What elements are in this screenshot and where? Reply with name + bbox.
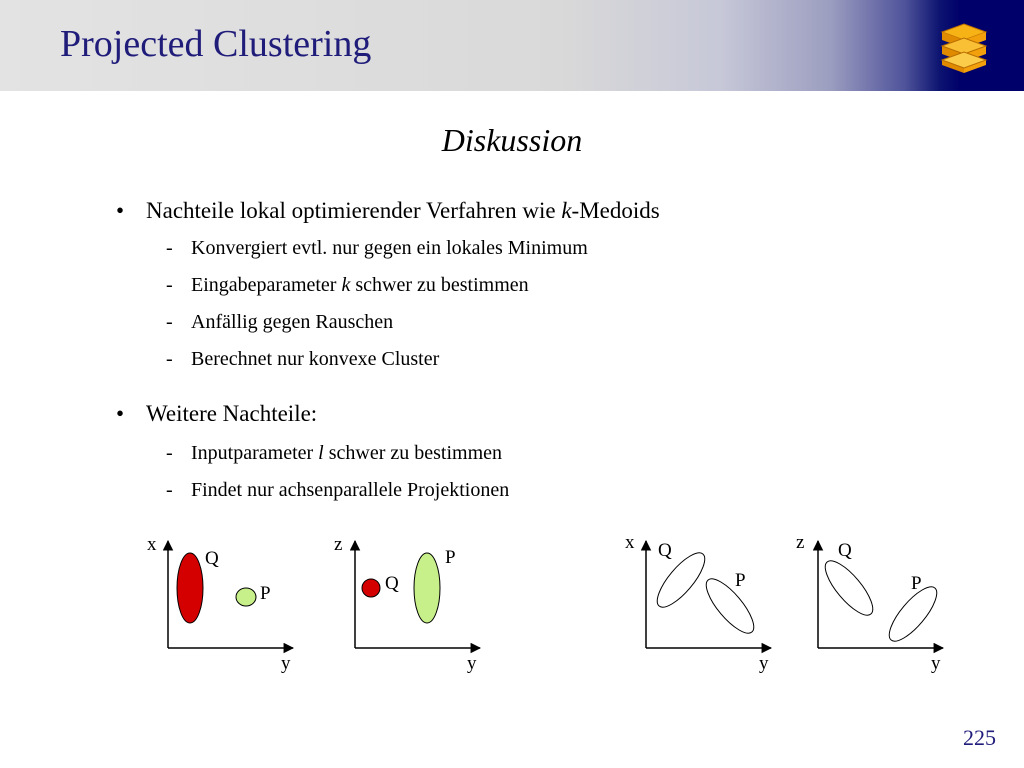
bullet-symbol: • [116, 401, 125, 426]
sub-bullet-symbol: - [166, 442, 173, 464]
cluster-p [699, 572, 761, 640]
sub-bullet-item [166, 311, 393, 334]
sub-bullet-item [166, 274, 529, 297]
cluster-label-p: P [735, 570, 746, 591]
sub-bullet-emphasis: l [318, 442, 324, 464]
cluster-p [236, 588, 256, 606]
bullet-text: Nachteile lokal optimierender Verfahren wie [146, 198, 562, 223]
bullet-symbol: • [116, 198, 125, 223]
cluster-q [177, 553, 203, 623]
sub-bullet-item [166, 479, 509, 502]
slide-subtitle: Diskussion [441, 122, 583, 158]
page-number: 225 [963, 725, 996, 750]
horizontal-axis-label: y [931, 653, 941, 674]
sub-bullet-text: Findet nur achsenparallele Projektionen [191, 479, 510, 501]
cluster-label-q: Q [838, 540, 852, 561]
projection-diagram-zy-axis-parallel [334, 534, 480, 674]
projection-diagram-xy-axis-parallel [147, 534, 293, 674]
cluster-label-p: P [911, 573, 922, 594]
projection-diagram-zy-arbitrary [796, 532, 944, 674]
cluster-label-p: P [260, 583, 271, 604]
bullet-text: -Medoids [571, 198, 660, 223]
slide-title: Projected Clustering [60, 23, 372, 65]
slide-header [0, 0, 1024, 91]
sub-bullet-symbol: - [166, 348, 173, 370]
cluster-label-q: Q [385, 573, 399, 594]
sub-bullet-text: Anfällig gegen Rauschen [191, 311, 394, 333]
cluster-p [414, 553, 440, 623]
bullet-item [116, 401, 317, 427]
sub-bullet-text: Konvergiert evtl. nur gegen ein lokales Minimum [191, 237, 588, 259]
sub-bullet-item [166, 442, 502, 465]
vertical-axis-label: z [796, 532, 805, 553]
sub-bullet-symbol: - [166, 479, 173, 501]
sub-bullet-text: Berechnet nur konvexe Cluster [191, 348, 440, 370]
sub-bullet-text: schwer zu bestimmen [350, 274, 529, 296]
projection-diagrams [0, 520, 1024, 700]
horizontal-axis-label: y [467, 653, 477, 674]
sub-bullet-item [166, 237, 588, 260]
sub-bullet-emphasis: k [341, 274, 351, 296]
cluster-label-q: Q [205, 548, 219, 569]
bullet-text: Weitere Nachteile: [146, 401, 318, 426]
sub-bullet-symbol: - [166, 311, 173, 333]
horizontal-axis-label: y [759, 653, 769, 674]
sub-bullet-item [166, 348, 439, 371]
bullet-emphasis: k [561, 198, 572, 223]
cluster-label-p: P [445, 547, 456, 568]
horizontal-axis-label: y [281, 653, 291, 674]
vertical-axis-label: x [625, 532, 635, 553]
sub-bullet-text: Eingabeparameter [191, 274, 342, 296]
vertical-axis-label: z [334, 534, 343, 555]
bullet-item [116, 198, 660, 224]
stacked-layers-logo-icon [934, 18, 994, 74]
vertical-axis-label: x [147, 534, 157, 555]
projection-diagram-xy-arbitrary [625, 532, 771, 674]
sub-bullet-symbol: - [166, 274, 173, 296]
sub-bullet-symbol: - [166, 237, 173, 259]
cluster-q [818, 554, 880, 622]
cluster-label-q: Q [658, 540, 672, 561]
sub-bullet-text: schwer zu bestimmen [323, 442, 503, 464]
sub-bullet-text: Inputparameter [191, 442, 319, 464]
cluster-q [362, 579, 380, 597]
